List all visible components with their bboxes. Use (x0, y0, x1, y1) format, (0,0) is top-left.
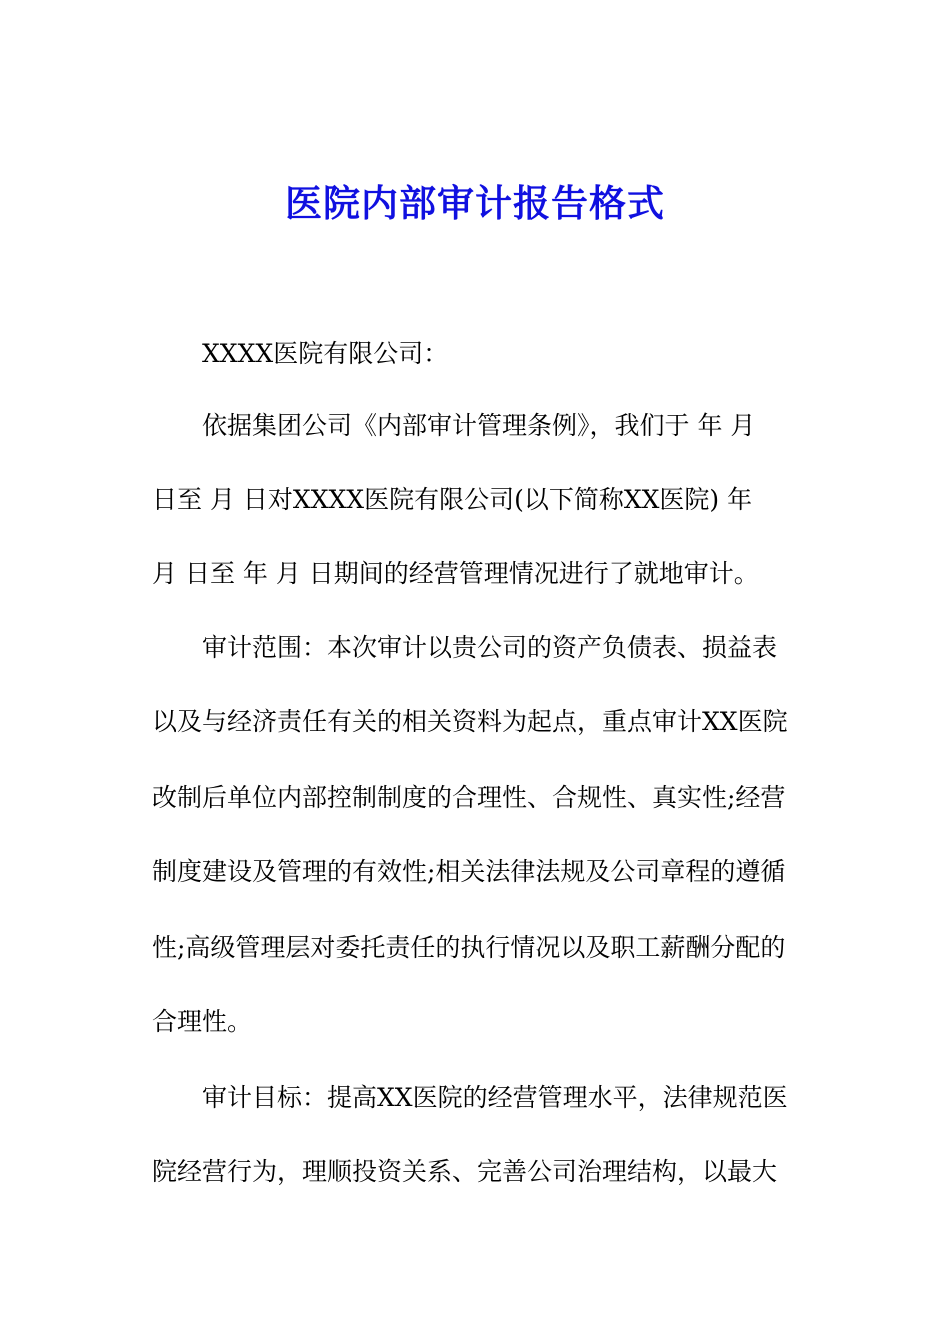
paragraph-line: 日至 月 日对XXXX医院有限公司(以下简称XX医院) 年 (152, 485, 753, 514)
paragraph-line: 合理性。 (152, 1007, 253, 1036)
paragraph-line: 以及与经济责任有关的相关资料为起点，重点审计XX医院 (152, 707, 788, 736)
salutation-line: XXXX医院有限公司： (202, 339, 449, 368)
document-title: 医院内部审计报告格式 (285, 182, 665, 225)
paragraph-line: 审计目标：提高XX医院的经营管理水平，法律规范医 (202, 1083, 788, 1112)
paragraph-line: 院经营行为，理顺投资关系、完善公司治理结构，以最大 (152, 1157, 778, 1186)
paragraph-line: 依据集团公司《内部审计管理条例》，我们于 年 月 (202, 411, 756, 440)
paragraph-line: 性;高级管理层对委托责任的执行情况以及职工薪酬分配的 (152, 933, 786, 962)
paragraph-line: 改制后单位内部控制制度的合理性、合规性、真实性;经营 (152, 783, 786, 812)
paragraph-line: 月 日至 年 月 日期间的经营管理情况进行了就地审计。 (152, 559, 759, 588)
paragraph-line: 制度建设及管理的有效性;相关法律法规及公司章程的遵循 (152, 857, 786, 886)
paragraph-line: 审计范围：本次审计以贵公司的资产负债表、损益表 (202, 633, 778, 662)
